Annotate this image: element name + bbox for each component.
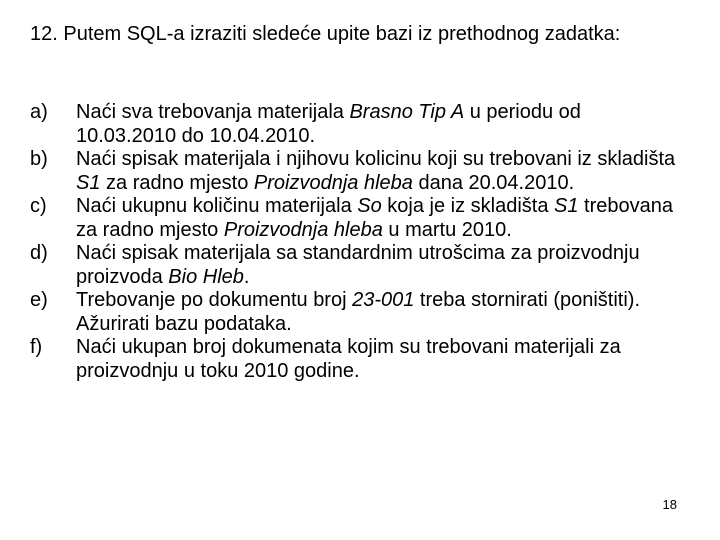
task-text <box>76 195 673 241</box>
task-item <box>30 289 680 336</box>
task-text <box>76 336 621 382</box>
task-marker: f) <box>30 336 43 358</box>
task-text-segment: za radno mjesto <box>100 171 254 194</box>
slide-heading: 12. Putem SQL-a izraziti sledeće upite bazi iz prethodnog zadatka: <box>30 23 621 45</box>
task-text-segment: Naći spisak materijala sa standardnim utrošcima za proizvodnju proizvoda <box>76 242 640 288</box>
task-text <box>76 289 640 335</box>
task-text-segment: treba stornirati (poništiti). Ažurirati bazu podataka. <box>76 289 641 335</box>
task-text-segment: Naći spisak materijala i njihovu kolicinu koji su trebovani iz skladišta <box>76 148 676 170</box>
task-item <box>30 336 680 383</box>
task-emphasis: So <box>357 195 382 217</box>
task-text-segment: u periodu od 10.03.2010 do 10.04.2010. <box>76 101 581 147</box>
task-item <box>30 148 680 195</box>
task-marker: a) <box>30 101 48 123</box>
task-text-segment: . <box>243 265 250 288</box>
task-text <box>76 148 675 194</box>
task-item <box>30 242 680 289</box>
task-list <box>30 101 680 383</box>
task-emphasis: Bio Hleb <box>168 265 244 288</box>
task-text-segment: Naći ukupan broj dokumenata kojim su trebovani materijali za proizvodnju u toku 2010 godine. <box>76 336 621 382</box>
task-emphasis: S1 <box>76 171 101 194</box>
task-marker: d) <box>30 242 48 264</box>
task-text <box>76 101 581 147</box>
task-text-segment: u martu 2010. <box>382 218 512 241</box>
task-marker: b) <box>30 148 48 170</box>
task-emphasis: S1 <box>554 195 579 217</box>
task-text-segment: Trebovanje po dokumentu broj <box>76 289 353 311</box>
task-emphasis: Proizvodnja hleba <box>253 171 413 194</box>
task-text <box>76 242 640 288</box>
task-item <box>30 195 680 242</box>
task-item <box>30 101 680 148</box>
task-marker: c) <box>30 195 47 217</box>
task-text-segment: dana 20.04.2010. <box>412 171 575 194</box>
task-marker: e) <box>30 289 48 311</box>
task-emphasis: 23-001 <box>352 289 415 311</box>
task-text-segment: Naći sva trebovanja materijala <box>76 101 350 123</box>
task-text-segment: Naći ukupnu količinu materijala <box>76 195 358 217</box>
task-emphasis: Brasno Tip A <box>349 101 465 123</box>
task-text-segment: koja je iz skladišta <box>381 195 555 217</box>
task-emphasis: Proizvodnja hleba <box>223 218 383 241</box>
page-number: 18 <box>662 497 677 512</box>
task-text-segment: trebovana za radno mjesto <box>76 195 673 241</box>
